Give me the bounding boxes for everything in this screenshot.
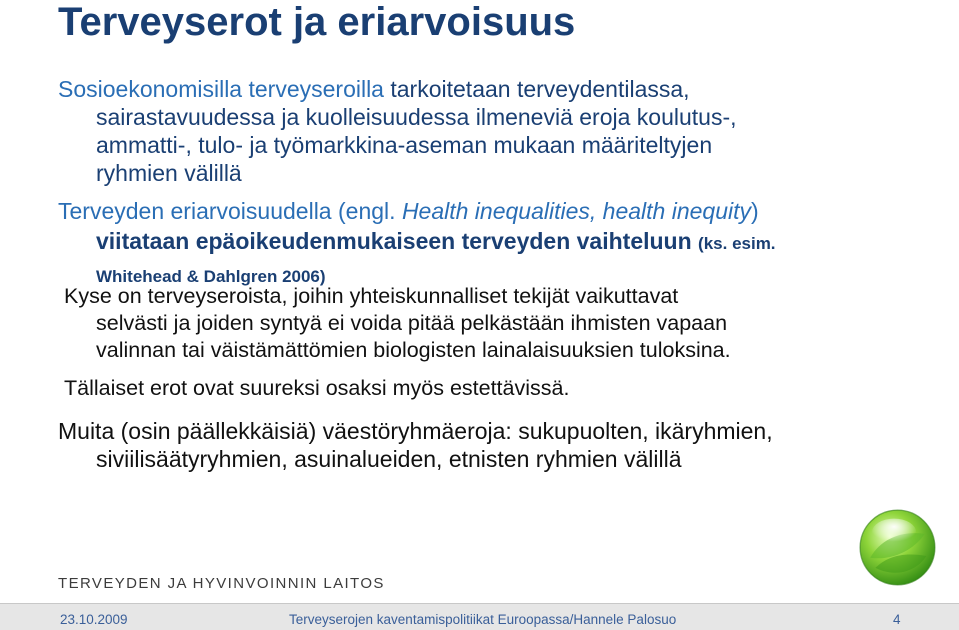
page-title: Terveyserot ja eriarvoisuus [58,0,576,44]
footer-presentation-title: Terveyserojen kaventamispolitiikat Euroopassa/Hannele Palosuo [289,612,677,627]
text: viitataan epäoikeudenmukaiseen terveyden vaihteluun [96,228,692,254]
paragraph-other-differences [58,417,773,473]
paragraph-line: ryhmien välillä [96,160,242,186]
paragraph-inequity-definition [58,196,776,289]
paragraph-socioeconomic-definition [58,75,737,187]
footer-date: 23.10.2009 [60,612,128,627]
green-globe-icon [855,505,940,590]
paragraph-line: selvästi ja joiden syntyä ei voida pitää pelkästään ihmisten vapaan [96,311,728,335]
footer-divider [0,603,959,604]
paragraph-line: ammatti-, tulo- ja työmarkkina-aseman mukaan määriteltyjen [96,132,713,158]
text: (engl. [331,198,402,224]
paragraph-line: Kyse on terveyseroista, joihin yhteiskunnalliset tekijät vaikuttavat [64,284,679,308]
term-sosioekonomiset: Sosioekonomisilla terveyseroilla [58,76,384,102]
organization-logo-text: TERVEYDEN JA HYVINVOINNIN LAITOS [58,575,385,592]
paragraph-line [58,196,776,226]
paragraph-line: Muita (osin päällekkäisiä) väestöryhmäeroja: sukupuolten, ikäryhmien, [58,418,773,444]
text: ) [751,198,759,224]
paragraph-line [58,75,737,103]
paragraph-preventable [64,375,569,402]
term-eriarvoisuus: Terveyden eriarvoisuudella [58,198,332,224]
text: tarkoitetaan terveydentilassa, [390,76,690,102]
paragraph-line: Tällaiset erot ovat suureksi osaksi myös estettävissä. [64,376,570,400]
reference-line: Whitehead & Dahlgren 2006) [96,267,326,286]
english-terms: Health inequalities, health inequity [401,198,752,224]
paragraph-line: valinnan tai väistämättömien biologisten lainalaisuuksien tuloksina. [96,338,731,362]
footer-page-number: 4 [893,612,901,627]
paragraph-explanation [64,283,731,364]
paragraph-line: siviilisäätyryhmien, asuinalueiden, etnisten ryhmien välillä [96,446,682,472]
paragraph-line: sairastavuudessa ja kuolleisuudessa ilmeneviä eroja koulutus-, [96,104,737,130]
reference: (ks. esim. [698,234,776,253]
paragraph-line [58,226,776,259]
